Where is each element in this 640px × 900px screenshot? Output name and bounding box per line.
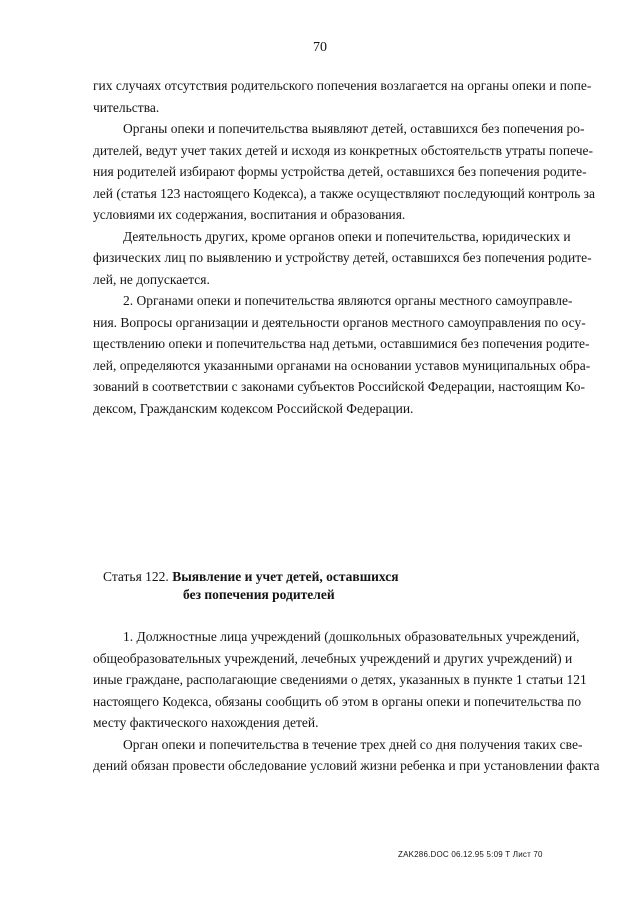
text-line: дений обязан провести обследование условий жизни ребенка и при установлении факта [93, 758, 600, 773]
text-line: 1. Должностные лица учреждений (дошкольных образовательных учреждений, [123, 629, 580, 644]
text-line: зований в соответствии с законами субъектов Российской Федерации, настоящим Ко- [93, 379, 585, 394]
text-line: чительства. [93, 99, 160, 115]
article-text-block [93, 626, 600, 777]
article-heading [103, 568, 399, 604]
text-line: ния. Вопросы организации и деятельности органов местного самоуправления по осу- [93, 314, 586, 330]
text-line: дителей, ведут учет таких детей и исходя из конкретных обстоятельств утраты попече- [93, 142, 594, 158]
text-line: иные граждане, располагающие сведениями о детях, указанных в пункте 1 статьи 121 [93, 672, 587, 687]
text-line: ществлению опеки и попечительства над детьми, оставшимися без попечения родите- [93, 336, 590, 351]
text-line: лей, определяются указанными органами на основании уставов муниципальных обра- [93, 357, 591, 373]
page-number: 70 [313, 40, 327, 55]
text-line: 2. Органами опеки и попечительства являются органы местного самоуправле- [123, 293, 573, 308]
text-line: общеобразовательных учреждений, лечебных учреждений и других учреждений) и [93, 650, 573, 666]
text-line: Орган опеки и попечительства в течение трех дней со дня получения таких све- [123, 736, 583, 752]
text-line: гих случаях отсутствия родительского попечения возлагается на органы опеки и попе- [93, 78, 592, 93]
text-line: условиями их содержания, воспитания и образования. [93, 207, 406, 222]
article-title-line1: Выявление и учет детей, оставшихся [172, 569, 399, 584]
text-line: дексом, Гражданским кодексом Российской Федерации. [93, 400, 414, 416]
text-line: физических лиц по выявлению и устройству детей, оставшихся без попечения родите- [93, 250, 592, 265]
article-number: Статья 122. [103, 569, 169, 584]
main-text-block [93, 75, 595, 419]
text-line: лей (статья 123 настоящего Кодекса), а также осуществляют последующий контроль за [93, 185, 595, 201]
text-line: Деятельность других, кроме органов опеки и попечительства, юридических и [123, 228, 571, 244]
document-footer: ZAK286.DOC 06.12.95 5:09 Т Лист 70 [398, 850, 543, 859]
article-title-line2: без попечения родителей [183, 587, 335, 602]
text-line: Органы опеки и попечительства выявляют детей, оставшихся без попечения ро- [123, 121, 585, 136]
text-line: настоящего Кодекса, обязаны сообщить об этом в органы опеки и попечительства по [93, 693, 582, 709]
text-line: месту фактического нахождения детей. [93, 715, 319, 730]
text-line: лей, не допускается. [93, 271, 210, 287]
text-line: ния родителей избирают формы устройства детей, оставшихся без попечения родите- [93, 164, 587, 179]
